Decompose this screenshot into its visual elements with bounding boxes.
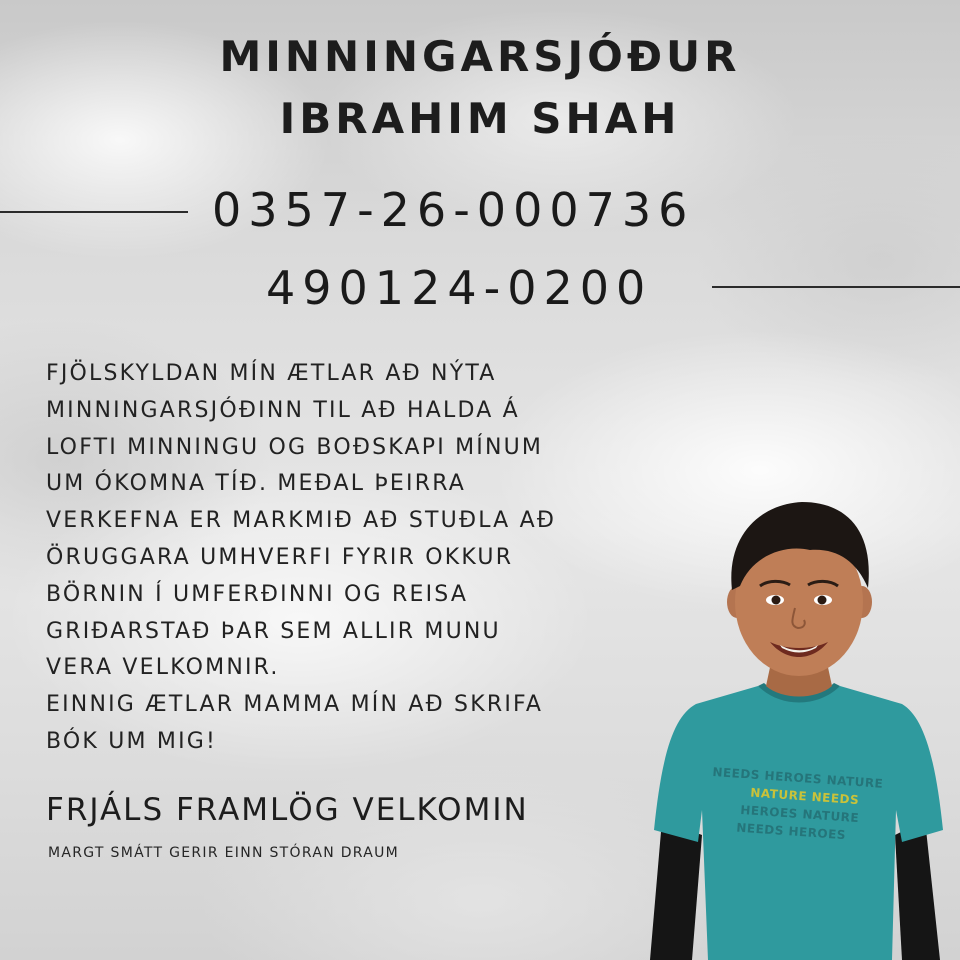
boy-portrait-photo [640, 490, 960, 960]
description-line: MINNINGARSJÓÐINN TIL AÐ HALDA Á [46, 397, 520, 423]
description-line: ÖRUGGARA UMHVERFI FYRIR OKKUR [46, 544, 514, 570]
description-line: BÓK UM MIG! [46, 728, 218, 754]
description-line: GRIÐARSTAÐ ÞAR SEM ALLIR MUNU [46, 618, 501, 644]
divider-left [0, 211, 188, 213]
description-line: EINNIG ÆTLAR MAMMA MÍN AÐ SKRIFA [46, 692, 544, 718]
description-line: UM ÓKOMNA TÍÐ. MEÐAL ÞEIRRA [46, 471, 467, 497]
description-line: VERA VELKOMNIR. [46, 655, 280, 681]
shirt-print-line: NEEDS HEROES [735, 820, 847, 843]
left-sleeve [650, 820, 702, 960]
description-line: BÖRNIN Í UMFERÐINNI OG REISA [46, 581, 469, 607]
fund-title-line-2: IBRAHIM SHAH [279, 94, 681, 143]
description-line: VERKEFNA ER MARKMIÐ AÐ STUÐLA AÐ [46, 508, 557, 534]
right-pupil [818, 596, 827, 605]
kennitala-number: 490124-0200 [266, 261, 653, 315]
shirt-print-line: NATURE NEEDS [749, 785, 860, 808]
donations-welcome-headline: FRJÁLS FRAMLÖG VELKOMIN [46, 792, 529, 828]
description-line: LOFTI MINNINGU OG BOÐSKAPI MÍNUM [46, 434, 544, 460]
fund-description [46, 356, 646, 761]
right-sleeve [895, 820, 940, 960]
divider-right [712, 286, 960, 288]
shirt-print-line: HEROES NATURE [739, 802, 860, 826]
shirt-print-line: NEEDS HEROES NATURE [712, 764, 884, 791]
tagline: MARGT SMÁTT GERIR EINN STÓRAN DRAUM [48, 845, 400, 861]
left-pupil [772, 596, 781, 605]
teal-tshirt [654, 686, 943, 960]
description-line: FJÖLSKYLDAN MÍN ÆTLAR AÐ NÝTA [46, 361, 497, 386]
bank-account-number: 0357-26-000736 [212, 183, 695, 237]
fund-title-line-1: MINNINGARSJÓÐUR [219, 32, 741, 81]
